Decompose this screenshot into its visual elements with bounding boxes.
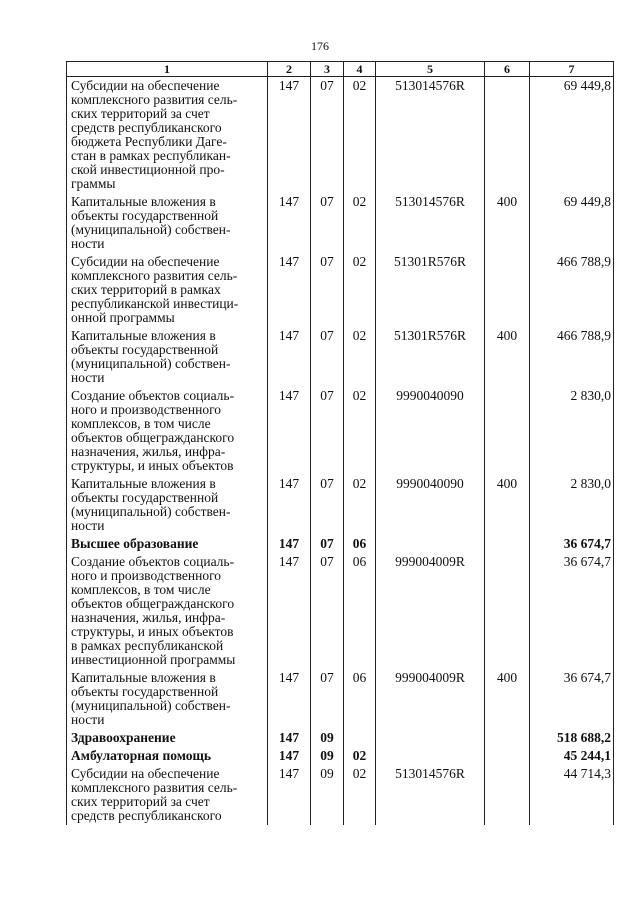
row-section-cell [311,193,344,253]
row-code-text: 147 [278,554,300,569]
row-section-text: 07 [320,554,334,569]
row-subsection-cell [344,253,376,327]
row-name-text: Капитальные вложения в объекты государственной (муниципальной) собствен- ности [71,476,231,533]
row-subsection-cell [344,535,376,553]
row-target-article-text: 51301R576R [393,328,466,343]
row-name-cell [67,327,268,387]
row-subsection-cell [344,327,376,387]
column-header-4: 4 [344,62,376,77]
table-row [67,553,614,669]
row-code-cell [268,77,311,194]
row-expense-type-cell [485,729,530,747]
row-amount-text: 2 830,0 [570,388,611,403]
row-name-text: Капитальные вложения в объекты государственной (муниципальной) собствен- ности [71,670,231,727]
row-amount-text: 518 688,2 [557,730,611,745]
row-amount-cell [530,475,614,535]
table-header-row [67,62,614,77]
row-target-article-cell [376,193,485,253]
row-subsection-cell [344,553,376,669]
row-section-text: 09 [320,748,334,763]
row-expense-type-cell [485,475,530,535]
row-expense-type-text: 400 [496,476,518,491]
row-subsection-cell [344,387,376,475]
row-subsection-text: 06 [352,554,367,569]
table-row [67,535,614,553]
table-row [67,77,614,194]
row-amount-text: 36 674,7 [563,554,611,569]
row-section-cell [311,729,344,747]
row-section-text: 07 [320,194,334,209]
row-section-cell [311,669,344,729]
row-target-article-text: 999004009R [395,554,465,569]
row-target-article-cell [376,765,485,825]
row-code-cell [268,669,311,729]
budget-table [66,61,614,825]
row-name-text: Амбулаторная помощь [71,748,212,763]
row-name-cell [67,747,268,765]
row-amount-cell [530,193,614,253]
row-code-cell [268,327,311,387]
row-code-cell [268,553,311,669]
row-subsection-cell [344,729,376,747]
row-amount-text: 45 244,1 [563,748,611,763]
row-target-article-text: 9990040090 [396,388,464,403]
row-section-text: 09 [320,730,334,745]
row-target-article-text: 513014576R [395,766,465,781]
row-code-text: 147 [278,670,300,685]
row-subsection-cell [344,475,376,535]
row-section-cell [311,387,344,475]
row-target-article-text: 513014576R [395,194,465,209]
row-target-article-cell [376,747,485,765]
row-expense-type-cell [485,535,530,553]
row-name-text: Создание объектов социаль- ного и производственного комплексов, в том числе объектов общегражданского назначения, жилья, инфра- структуры, и иных объектов [71,388,235,473]
row-expense-type-cell [485,747,530,765]
row-name-cell [67,253,268,327]
column-header-7: 7 [530,62,614,77]
row-section-cell [311,553,344,669]
row-code-cell [268,765,311,825]
row-amount-cell [530,553,614,669]
row-amount-cell [530,253,614,327]
row-name-cell [67,77,268,194]
row-target-article-cell [376,535,485,553]
row-amount-text: 36 674,7 [563,536,611,551]
table-row [67,729,614,747]
row-code-text: 147 [278,476,300,491]
row-code-cell [268,747,311,765]
row-expense-type-cell [485,253,530,327]
row-expense-type-cell [485,193,530,253]
table-row [67,765,614,825]
row-target-article-text: 51301R576R [393,254,466,269]
row-name-text: Субсидии на обеспечение комплексного развития сель- ских территорий в рамках республиканской инвестици- онной программы [71,254,239,325]
row-name-cell [67,387,268,475]
row-subsection-text: 02 [352,766,367,781]
table-row [67,387,614,475]
row-amount-cell [530,77,614,194]
table-row [67,327,614,387]
row-target-article-cell [376,729,485,747]
row-target-article-text: 9990040090 [396,476,464,491]
row-name-text: Капитальные вложения в объекты государственной (муниципальной) собствен- ности [71,328,231,385]
row-subsection-cell [344,77,376,194]
row-name-text: Здравоохранение [71,730,176,745]
row-code-cell [268,253,311,327]
row-target-article-cell [376,253,485,327]
row-target-article-cell [376,553,485,669]
row-code-text: 147 [278,748,300,763]
row-amount-text: 466 788,9 [557,328,611,343]
row-name-text: Высшее образование [71,536,199,551]
row-expense-type-text: 400 [496,670,518,685]
row-expense-type-cell [485,765,530,825]
row-section-text: 07 [320,670,334,685]
row-name-text: Субсидии на обеспечение комплексного развития сель- ских территорий за счет средств республиканского [71,766,238,823]
row-subsection-text: 02 [352,78,367,93]
row-subsection-cell [344,747,376,765]
row-subsection-cell [344,193,376,253]
row-expense-type-cell [485,77,530,194]
row-subsection-cell [344,669,376,729]
row-name-text: Создание объектов социаль- ного и производственного комплексов, в том числе объектов общегражданского назначения, жилья, инфра- структуры, и иных объектов в рамках республиканской инвестиционной программы [71,554,236,667]
row-name-cell [67,765,268,825]
row-section-cell [311,747,344,765]
row-name-cell [67,729,268,747]
row-section-cell [311,765,344,825]
row-amount-cell [530,765,614,825]
row-name-text: Капитальные вложения в объекты государственной (муниципальной) собствен- ности [71,194,231,251]
row-subsection-text: 02 [352,254,367,269]
row-amount-text: 69 449,8 [563,78,611,93]
row-subsection-text: 06 [352,536,367,551]
row-target-article-cell [376,327,485,387]
row-expense-type-cell [485,553,530,669]
row-section-cell [311,253,344,327]
row-target-article-cell [376,77,485,194]
row-name-cell [67,193,268,253]
row-amount-cell [530,747,614,765]
row-name-cell [67,535,268,553]
row-subsection-text: 06 [352,670,367,685]
table-row [67,747,614,765]
row-amount-cell [530,327,614,387]
row-amount-cell [530,535,614,553]
row-section-text: 07 [320,328,334,343]
row-section-text: 07 [320,254,334,269]
row-expense-type-text: 400 [496,194,518,209]
row-amount-cell [530,387,614,475]
row-expense-type-cell [485,327,530,387]
row-code-cell [268,475,311,535]
row-code-text: 147 [278,766,300,781]
row-code-cell [268,729,311,747]
row-code-text: 147 [278,328,300,343]
row-section-cell [311,77,344,194]
row-subsection-text: 02 [352,748,367,763]
row-section-text: 09 [320,766,334,781]
row-amount-cell [530,729,614,747]
row-section-cell [311,327,344,387]
column-header-2: 2 [268,62,311,77]
row-subsection-text: 02 [352,194,367,209]
row-section-cell [311,535,344,553]
row-subsection-cell [344,765,376,825]
row-code-cell [268,387,311,475]
column-header-1: 1 [67,62,268,77]
row-section-text: 07 [320,476,334,491]
row-code-text: 147 [278,78,300,93]
row-amount-text: 2 830,0 [570,476,611,491]
row-amount-text: 69 449,8 [563,194,611,209]
row-name-cell [67,553,268,669]
row-code-cell [268,193,311,253]
table-row [67,253,614,327]
column-header-6: 6 [485,62,530,77]
row-section-text: 07 [320,78,334,93]
row-subsection-text: 02 [352,388,367,403]
row-amount-text: 36 674,7 [563,670,611,685]
table-row [67,669,614,729]
row-name-cell [67,669,268,729]
row-code-text: 147 [278,730,300,745]
row-target-article-text: 513014576R [395,78,465,93]
row-name-cell [67,475,268,535]
row-name-text: Субсидии на обеспечение комплексного развития сель- ских территорий за счет средств республиканского бюджета Республики Даге- стан в рамках республикан- ской инвестиционной про- граммы [71,78,238,191]
row-subsection-text: 02 [352,476,367,491]
row-section-text: 07 [320,536,334,551]
column-header-5: 5 [376,62,485,77]
row-amount-cell [530,669,614,729]
column-header-3: 3 [311,62,344,77]
row-code-cell [268,535,311,553]
row-expense-type-cell [485,387,530,475]
row-code-text: 147 [278,194,300,209]
row-section-cell [311,475,344,535]
row-subsection-text: 02 [352,328,367,343]
row-expense-type-text: 400 [496,328,518,343]
row-amount-text: 44 714,3 [563,766,611,781]
row-code-text: 147 [278,536,300,551]
row-code-text: 147 [278,388,300,403]
row-expense-type-cell [485,669,530,729]
row-amount-text: 466 788,9 [557,254,611,269]
row-target-article-cell [376,669,485,729]
row-section-text: 07 [320,388,334,403]
row-target-article-text: 999004009R [395,670,465,685]
row-target-article-cell [376,475,485,535]
row-code-text: 147 [278,254,300,269]
row-target-article-cell [376,387,485,475]
table-row [67,193,614,253]
table-row [67,475,614,535]
page-number: 176 [311,39,329,53]
